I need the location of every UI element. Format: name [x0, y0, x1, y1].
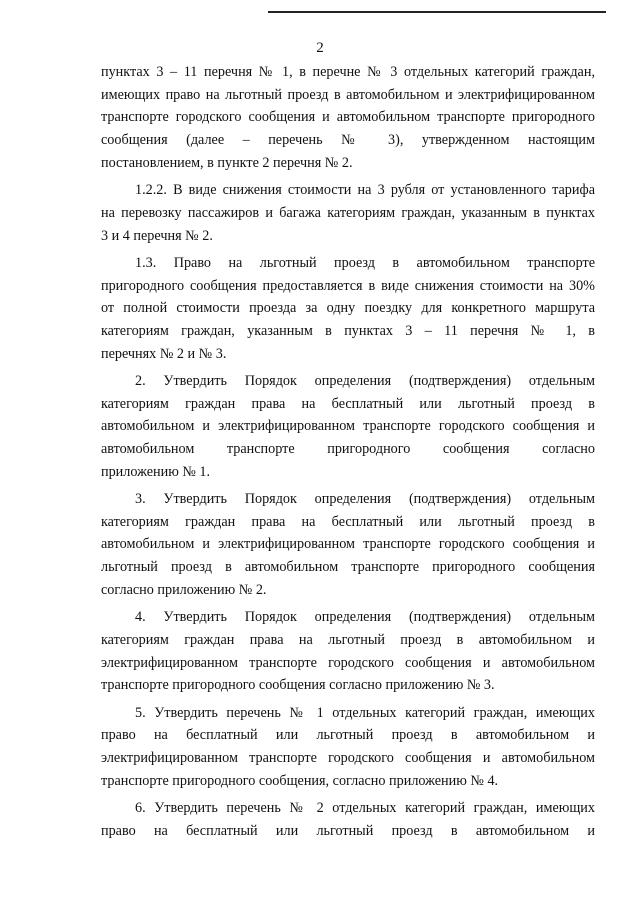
text-line: категориям граждан, указанным в пунктах 3 – 11 перечня № 1, в [101, 322, 595, 339]
text-line: 2. Утвердить Порядок определения (подтверждения) отдельным [135, 372, 595, 389]
text-line: сообщения (далее – перечень № 3), утвержденном настоящим [101, 132, 595, 149]
text-line: 5. Утвердить перечень № 1 отдельных категорий граждан, имеющих [135, 704, 595, 721]
text-line: транспорте пригородного сообщения, согласно приложению № 4. [101, 772, 499, 789]
text-line: автомобильном и электрифицированном транспорте городского сообщения и [101, 536, 595, 553]
text-line: транспорте пригородного сообщения согласно приложению № 3. [101, 677, 495, 694]
text-line: 1.2.2. В виде снижения стоимости на 3 рубля от установленного тарифа [135, 182, 595, 199]
text-line: имеющих право на льготный проезд в автомобильном и электрифицированном [101, 86, 595, 103]
text-line: 3 и 4 перечня № 2. [101, 227, 213, 244]
text-line: пригородного сообщения предоставляется в виде снижения стоимости на 30% [101, 277, 595, 294]
text-line: автомобильном и электрифицированном транспорте городского сообщения и [101, 418, 595, 435]
text-line: категориям граждан права на бесплатный или льготный проезд в [101, 513, 595, 530]
text-line: пунктах 3 – 11 перечня № 1, в перечне № 3 отдельных категорий граждан, [101, 64, 595, 80]
document-body [101, 61, 595, 847]
text-line: электрифицированном транспорте городского сообщения и автомобильном [101, 654, 595, 671]
text-line: электрифицированном транспорте городского сообщения и автомобильном [101, 749, 595, 766]
text-line: право на бесплатный или льготный проезд в автомобильном и [101, 727, 595, 744]
text-line: от полной стоимости проезда за одну поездку для конкретного маршрута [101, 300, 595, 317]
paragraph-p-6 [101, 797, 595, 842]
text-line: согласно приложению № 2. [101, 581, 267, 598]
text-line: 4. Утвердить Порядок определения (подтверждения) отдельным [135, 609, 595, 626]
text-line: приложению № 1. [101, 463, 211, 480]
paragraph-p-1-2-2 [101, 179, 595, 247]
paragraph-p-4 [101, 606, 595, 697]
paragraph-p-3 [101, 488, 595, 602]
paragraph-p-2 [101, 370, 595, 484]
text-line: право на бесплатный или льготный проезд в автомобильном и [101, 822, 595, 839]
text-line: автомобильном транспорте пригородного сообщения согласно [101, 441, 595, 458]
text-line: 3. Утвердить Порядок определения (подтверждения) отдельным [135, 491, 595, 508]
paragraph-p-1-3 [101, 252, 595, 366]
paragraph-continuation [101, 61, 595, 175]
page-number: 2 [316, 40, 324, 56]
text-line: категориям граждан права на бесплатный или льготный проезд в [101, 395, 595, 412]
paragraph-p-5 [101, 702, 595, 793]
top-rule [268, 11, 606, 13]
text-line: льготный проезд в автомобильном транспорте пригородного сообщения [101, 559, 595, 576]
text-line: 1.3. Право на льготный проезд в автомобильном транспорте [135, 254, 595, 271]
text-line: категориям граждан права на льготный проезд в автомобильном и [101, 631, 595, 648]
text-line: 6. Утвердить перечень № 2 отдельных категорий граждан, имеющих [135, 799, 595, 816]
text-line: перечнях № 2 и № 3. [101, 345, 227, 362]
text-line: постановлением, в пункте 2 перечня № 2. [101, 154, 353, 171]
text-line: транспорте городского сообщения и автомобильном транспорте пригородного [101, 109, 595, 126]
text-line: на перевозку пассажиров и багажа категориям граждан, указанным в пунктах [101, 204, 595, 221]
